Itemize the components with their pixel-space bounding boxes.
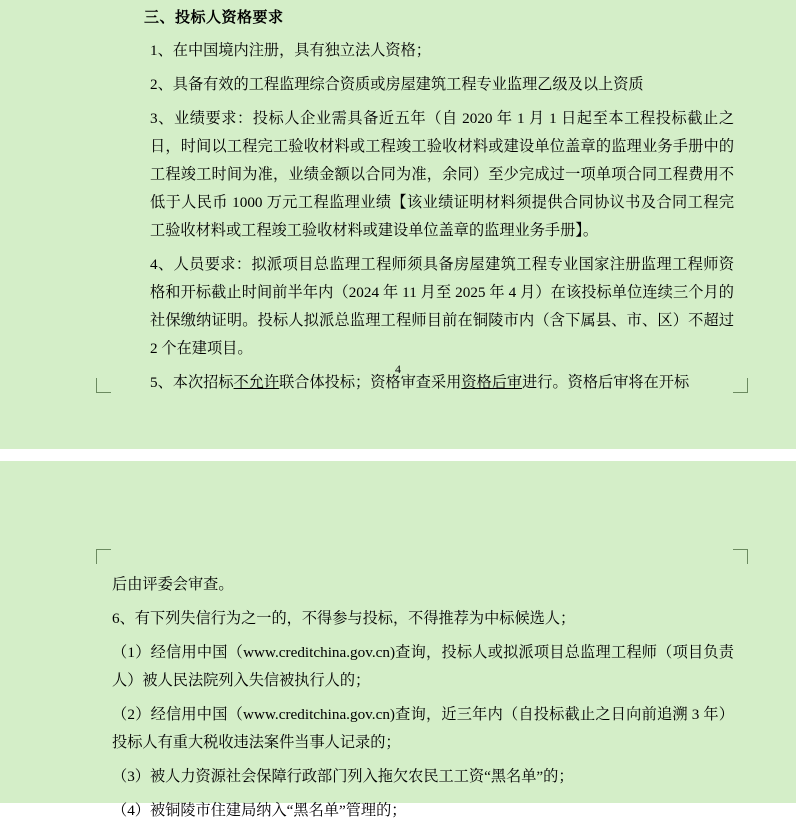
crop-mark-bottom-left: [96, 378, 111, 393]
item5-middle: 联合体投标；资格审查采用: [279, 374, 462, 391]
requirement-item-4: 4、人员要求：拟派项目总监理工程师须具备房屋建筑工程专业国家注册监理工程师资格和开标截止时间前半年内（2024 年 11 月至 2025 年 4 月）在该投标单位连续三个月的社保缴纳证明。投标人拟派总监理工程师目前在铜陵市内（含下属县、市、区）不超过 2 个在建项目。: [150, 256, 734, 357]
requirement-item-1: 1、在中国境内注册，具有独立法人资格；: [150, 42, 431, 59]
requirement-subitem-4: （4）被铜陵市住建局纳入“黑名单”管理的；: [112, 802, 407, 819]
item5-underline-2: 资格后审: [461, 374, 523, 391]
section-heading: 三、投标人资格要求: [144, 9, 284, 26]
crop-mark-bottom-right: [733, 378, 748, 393]
requirement-item-6: 6、有下列失信行为之一的，不得参与投标，不得推荐为中标候选人；: [112, 610, 576, 627]
crop-mark-top-right: [733, 549, 748, 564]
requirement-subitem-1: （1）经信用中国（www.creditchina.gov.cn)查询，投标人或拟派项目总监理工程师（项目负责人）被人民法院列入失信被执行人的；: [112, 644, 734, 689]
requirement-item-3: 3、业绩要求：投标人企业需具备近五年（自 2020 年 1 月 1 日起至本工程投标截止之日，时间以工程完工验收材料或工程竣工验收材料或建设单位盖章的监理业务手册中的工程竣工时间为准，业绩金额以合同为准，余同）至少完成过一项单项合同工程费用不低于人民币 1000 万元工程监理业绩【该业绩证明材料须提供合同协议书及合同工程完工验收材料或工程竣工验收材料或建设单位盖章的监理业务手册】。: [150, 110, 734, 239]
page-separator: [0, 449, 796, 461]
page-2-body: [0, 461, 796, 825]
document-page-2: [0, 461, 796, 819]
requirement-subitem-2: （2）经信用中国（www.creditchina.gov.cn)查询，近三年内（自投标截止之日向前追溯 3 年）投标人有重大税收违法案件当事人记录的；: [112, 706, 734, 751]
continuation-text: 后由评委会审查。: [112, 576, 234, 593]
item5-underline-1: 不允许: [233, 374, 280, 391]
item5-prefix: 5、本次招标: [150, 374, 234, 391]
requirement-subitem-3: （3）被人力资源社会保障行政部门列入拖欠农民工工资“黑名单”的；: [112, 768, 574, 785]
crop-mark-top-left: [96, 549, 111, 564]
page-number: 4: [395, 362, 401, 376]
item5-suffix: 进行。资格后审将在开标: [522, 374, 690, 391]
requirement-item-2: 2、具备有效的工程监理综合资质或房屋建筑工程专业监理乙级及以上资质: [150, 76, 644, 93]
page-1-body: [0, 0, 796, 397]
